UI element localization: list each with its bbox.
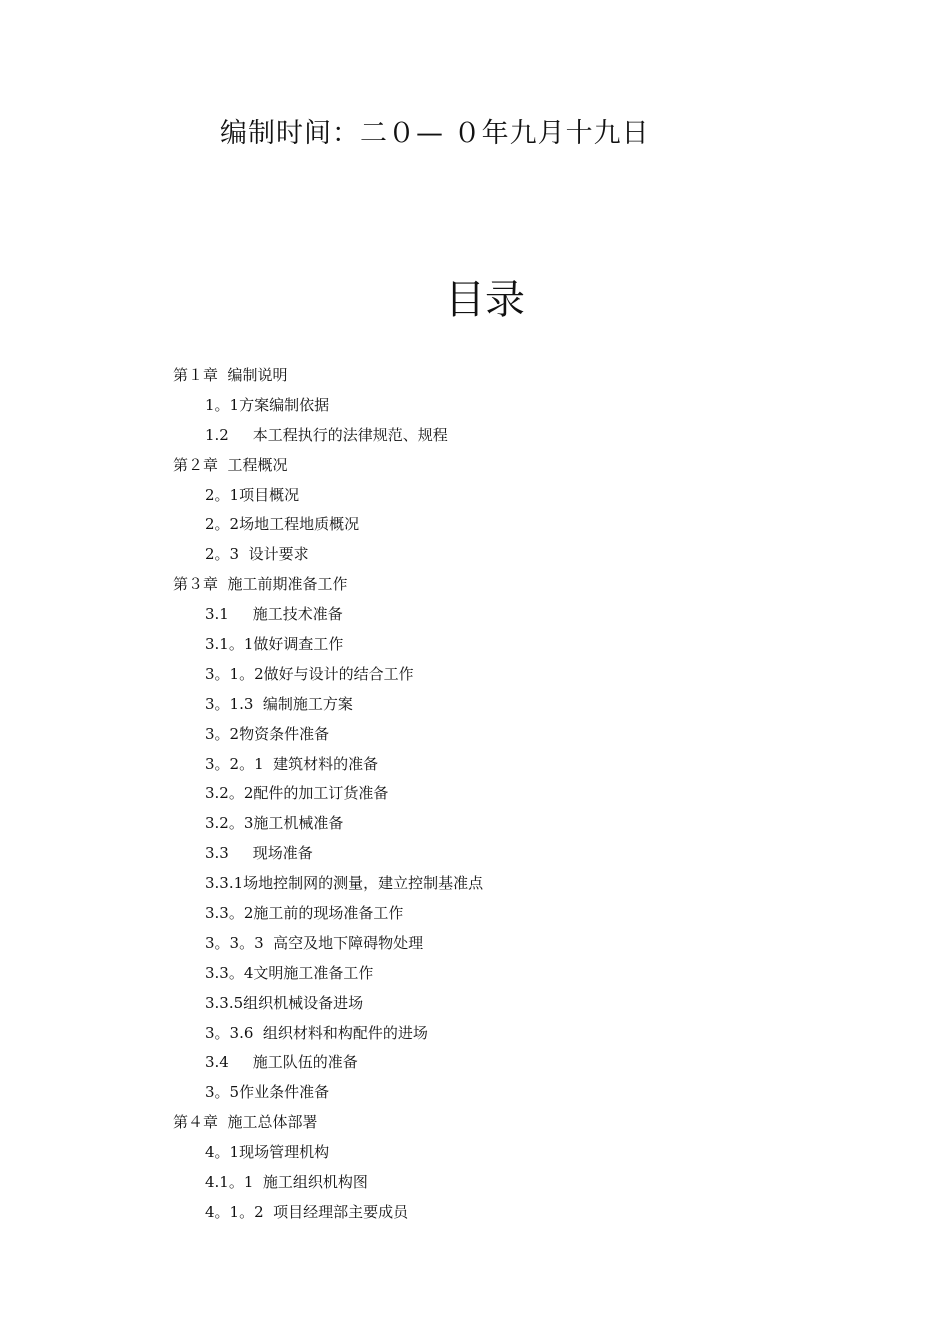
toc-chapter-entry[interactable]: 第４章 施工总体部署 — [173, 1113, 318, 1132]
toc-section-entry[interactable]: 1.2 本工程执行的法律规范、规程 — [205, 425, 448, 444]
toc-section-entry[interactable]: 3.3 现场准备 — [205, 844, 313, 863]
table-of-contents — [0, 361, 950, 1228]
toc-section-entry[interactable]: 3.4 施工队伍的准备 — [205, 1053, 358, 1072]
toc-section-entry[interactable]: 2。1项目概况 — [205, 485, 300, 504]
toc-section-entry[interactable]: 4。1。2 项目经理部主要成员 — [205, 1202, 409, 1221]
toc-section-entry[interactable]: 3.1。1做好调查工作 — [205, 635, 344, 654]
toc-chapter-entry[interactable]: 第２章 工程概况 — [173, 455, 288, 474]
toc-section-entry[interactable]: 4.1。1 施工组织机构图 — [205, 1173, 368, 1192]
toc-section-entry[interactable]: 3。3.6 组织材料和构配件的进场 — [205, 1023, 428, 1042]
compile-date: 编制时间：二０— ０年九月十九日 — [220, 118, 650, 149]
toc-section-entry[interactable]: 3。2。1 建筑材料的准备 — [205, 754, 379, 773]
toc-section-entry[interactable]: 2。3 设计要求 — [205, 545, 309, 564]
toc-section-entry[interactable]: 3.3.1场地控制网的测量，建立控制基准点 — [205, 874, 484, 893]
toc-section-entry[interactable]: 3。2物资条件准备 — [205, 724, 330, 743]
toc-section-entry[interactable]: 2。2场地工程地质概况 — [205, 515, 360, 534]
toc-section-entry[interactable]: 1。1方案编制依据 — [205, 395, 330, 414]
toc-section-entry[interactable]: 3.3。4文明施工准备工作 — [205, 963, 374, 982]
toc-section-entry[interactable]: 3.2。3施工机械准备 — [205, 814, 344, 833]
toc-section-entry[interactable]: 3.3。2施工前的现场准备工作 — [205, 904, 404, 923]
toc-chapter-entry[interactable]: 第１章 编制说明 — [173, 366, 288, 384]
toc-section-entry[interactable]: 4。1现场管理机构 — [205, 1143, 330, 1162]
toc-section-entry[interactable]: 3。1.3 编制施工方案 — [205, 694, 353, 713]
toc-chapter-entry[interactable]: 第３章 施工前期准备工作 — [173, 575, 348, 594]
toc-section-entry[interactable]: 3。1。2做好与设计的结合工作 — [205, 664, 414, 683]
toc-section-entry[interactable]: 3.3.5组织机械设备进场 — [205, 993, 364, 1012]
toc-section-entry[interactable]: 3.2。2配件的加工订货准备 — [205, 784, 389, 803]
toc-section-entry[interactable]: 3.1 施工技术准备 — [205, 605, 343, 624]
toc-title: 目录 — [445, 277, 525, 323]
toc-section-entry[interactable]: 3。5作业条件准备 — [205, 1083, 330, 1102]
toc-section-entry[interactable]: 3。3。3 高空及地下障碍物处理 — [205, 933, 424, 952]
